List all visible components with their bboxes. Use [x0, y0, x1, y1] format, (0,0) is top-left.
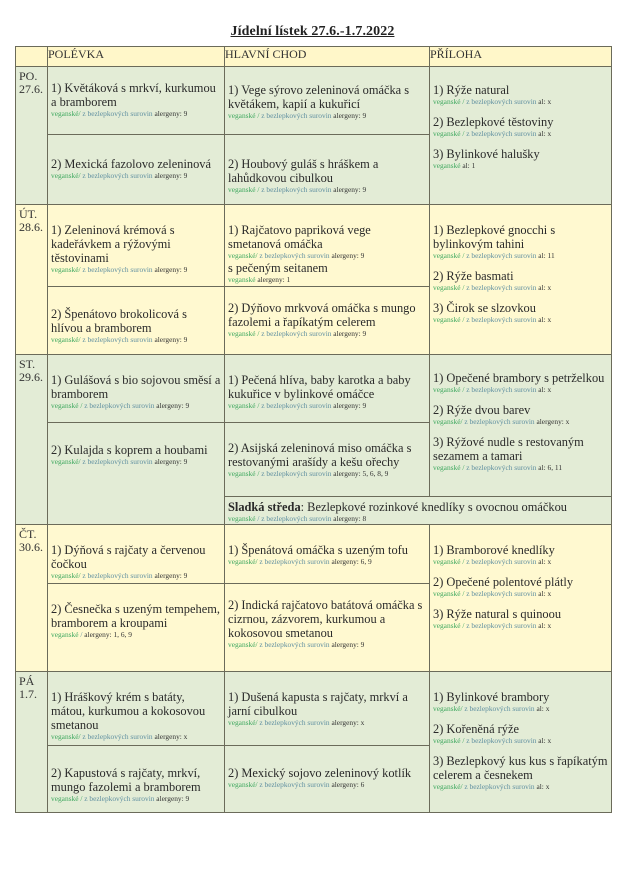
dish-name: 1) Gulášová s bio sojovou směsí a bramborem — [51, 373, 221, 401]
day-row — [16, 355, 612, 423]
allergens-label: al: x — [536, 589, 552, 598]
vegan-label: veganské / — [228, 469, 262, 478]
allergens-label: al: 11 — [536, 251, 555, 260]
header-main: HLAVNÍ CHOD — [225, 47, 430, 67]
menu-item — [51, 602, 221, 640]
dish-name: 1) Vege sýrovo zeleninová omáčka s květákem, kapií a kukuřicí — [228, 83, 410, 111]
dish-meta — [51, 171, 221, 181]
vegan-label: veganské / — [433, 589, 467, 598]
vegan-label: veganské / — [433, 621, 467, 630]
allergens-label: alergeny: 9 — [152, 171, 188, 180]
gluten-free-label: z bezlepkových surovin — [80, 335, 153, 344]
menu-item — [51, 81, 221, 119]
special-cell — [225, 497, 612, 525]
dish-meta — [228, 251, 426, 261]
gluten-free-label: z bezlepkových surovin — [466, 589, 537, 598]
vegan-label: veganské / — [228, 401, 262, 410]
allergens-label: alergeny: 9 — [329, 251, 365, 260]
dish-meta — [228, 469, 426, 479]
main-cell — [225, 746, 430, 813]
dish-meta — [51, 630, 221, 640]
main-cell — [225, 205, 430, 287]
dish-name: 2) Mexická fazolovo zeleninová — [51, 157, 211, 171]
day-cell — [16, 205, 48, 355]
dish-meta — [51, 265, 221, 275]
allergens-label: alergeny: 6, 9 — [329, 557, 372, 566]
dish-meta — [51, 457, 221, 467]
gluten-free-label: z bezlepkových surovin — [84, 794, 155, 803]
gluten-free-label: z bezlepkových surovin — [462, 704, 535, 713]
vegan-label: veganské / — [51, 794, 85, 803]
vegan-label: veganské / — [228, 329, 262, 338]
gluten-free-label: z bezlepkových surovin — [80, 732, 153, 741]
allergens-label: alergeny: 9 — [331, 185, 367, 194]
day-date: 1.7. — [19, 687, 37, 701]
menu-item — [433, 371, 608, 395]
menu-item — [433, 722, 608, 746]
dish-name: 2) Opečené polentové plátly — [433, 575, 574, 589]
dish-meta — [433, 417, 608, 427]
menu-item — [433, 575, 608, 599]
dish-name: 1) Pečená hlíva, baby karotka a baby kukuřice v bylinkové omáčce — [228, 373, 411, 401]
dish-meta — [433, 129, 608, 139]
dish-meta — [433, 161, 608, 171]
header-row — [16, 47, 612, 67]
dish-extra-name: s pečeným seitanem — [228, 261, 328, 275]
menu-item — [228, 223, 426, 285]
dish-meta — [433, 463, 608, 473]
vegan-label: veganské / — [433, 251, 467, 260]
gluten-free-label: z bezlepkových surovin — [261, 111, 332, 120]
allergens-label: al: x — [536, 621, 552, 630]
dish-name: 1) Bramborové knedlíky — [433, 543, 555, 557]
day-cell — [16, 672, 48, 813]
dish-name: 1) Hráškový krém s batáty, mátou, kurkumou a kokosovou smetanou — [51, 690, 206, 732]
allergens-label: alergeny: x — [152, 732, 188, 741]
dish-name: 1) Špenátová omáčka s uzeným tofu — [228, 543, 408, 557]
vegan-label: veganské/ — [51, 732, 81, 741]
menu-item — [51, 543, 221, 581]
side-cell — [430, 205, 612, 355]
allergens-label: alergeny: 9 — [154, 794, 190, 803]
vegan-label: veganské / — [51, 401, 85, 410]
dish-name: 2) Rýže dvou barev — [433, 403, 531, 417]
dish-name: 3) Bezlepkový kus kus s řapíkatým celerem a česnekem — [433, 754, 608, 782]
menu-item — [228, 766, 426, 790]
allergens-label: alergeny: 5, 6, 8, 9 — [331, 469, 389, 478]
gluten-free-label: z bezlepkových surovin — [462, 782, 535, 791]
vegan-label: veganské/ — [51, 457, 81, 466]
gluten-free-label: z bezlepkových surovin — [257, 557, 330, 566]
menu-item — [51, 157, 221, 181]
main-cell — [225, 584, 430, 672]
side-cell — [430, 67, 612, 205]
allergens-label: alergeny: 1, 6, 9 — [84, 630, 132, 639]
allergens-label: al: x — [536, 129, 552, 138]
dish-name: 1) Bylinkové brambory — [433, 690, 550, 704]
dish-meta — [51, 732, 221, 742]
menu-item — [228, 373, 426, 411]
gluten-free-label: z bezlepkových surovin — [466, 97, 537, 106]
dish-meta — [433, 621, 608, 631]
vegan-label: veganské/ — [51, 571, 81, 580]
allergens-label: alergeny: 9 — [331, 401, 367, 410]
menu-item — [228, 83, 426, 121]
dish-name: 3) Čirok se slzovkou — [433, 301, 536, 315]
main-cell — [225, 423, 430, 497]
menu-item — [433, 435, 608, 473]
allergens-label: alergeny: x — [329, 718, 365, 727]
vegan-label: veganské — [228, 275, 256, 284]
dish-name: 2) Česnečka s uzeným tempehem, bramborem a kroupami — [51, 602, 220, 630]
allergens-label: alergeny: 8 — [331, 514, 367, 523]
main-cell — [225, 287, 430, 355]
dish-meta — [433, 251, 608, 261]
allergens-label: alergeny: 9 — [152, 335, 188, 344]
gluten-free-label: z bezlepkových surovin — [257, 780, 330, 789]
vegan-label: veganské / — [433, 283, 467, 292]
dish-meta — [433, 97, 608, 107]
dish-name: 2) Houbový guláš s hráškem a lahůdkovou cibulkou — [228, 157, 379, 185]
vegan-label: veganské/ — [51, 109, 81, 118]
dish-meta — [51, 794, 221, 804]
dish-meta — [433, 557, 608, 567]
menu-item — [228, 690, 426, 728]
dish-meta — [433, 315, 608, 325]
dish-meta — [51, 335, 221, 345]
allergens-label: al: x — [536, 283, 552, 292]
dish-meta — [433, 283, 608, 293]
gluten-free-label: z bezlepkových surovin — [80, 109, 153, 118]
menu-item — [433, 269, 608, 293]
soup-cell — [48, 584, 225, 672]
dish-name: 3) Rýžové nudle s restovaným sezamem a tamari — [433, 435, 584, 463]
soup-cell — [48, 287, 225, 355]
menu-item — [433, 403, 608, 427]
gluten-free-label: z bezlepkových surovin — [257, 640, 330, 649]
vegan-label: veganské / — [228, 111, 262, 120]
side-cell — [430, 672, 612, 813]
gluten-free-label: z bezlepkových surovin — [261, 185, 332, 194]
allergens-label: alergeny: 9 — [152, 109, 188, 118]
day-row — [16, 67, 612, 135]
dish-name: 2) Mexický sojovo zeleninový kotlík — [228, 766, 412, 780]
allergens-label: al: x — [536, 97, 552, 106]
dish-meta — [228, 185, 426, 195]
menu-item — [228, 543, 426, 567]
dish-meta — [228, 514, 608, 524]
allergens-label: alergeny: x — [534, 417, 570, 426]
menu-item — [433, 543, 608, 567]
menu-item — [51, 373, 221, 411]
menu-item — [228, 301, 426, 339]
main-cell — [225, 135, 430, 205]
menu-item — [51, 307, 221, 345]
menu-item — [433, 754, 608, 792]
dish-meta — [228, 401, 426, 411]
gluten-free-label: z bezlepkových surovin — [466, 283, 537, 292]
menu-item — [51, 766, 221, 804]
dish-name: 2) Kapustová s rajčaty, mrkví, mungo fazolemi a bramborem — [51, 766, 201, 794]
dish-name: 3) Bylinkové halušky — [433, 147, 540, 161]
day-date: 29.6. — [19, 370, 43, 384]
dish-name: 1) Opečené brambory s petrželkou — [433, 371, 605, 385]
dish-name: 2) Asijská zeleninová miso omáčka s restovanými arašídy a kešu ořechy — [228, 441, 412, 469]
dish-name: 2) Rýže basmati — [433, 269, 514, 283]
dish-meta — [228, 111, 426, 121]
vegan-label: veganské/ — [51, 171, 81, 180]
menu-item — [433, 223, 608, 261]
menu-item — [433, 83, 608, 107]
menu-item — [433, 607, 608, 631]
day-cell — [16, 525, 48, 672]
allergens-label: alergeny: 9 — [152, 571, 188, 580]
side-cell — [430, 355, 612, 497]
dish-meta — [228, 329, 426, 339]
menu-item — [228, 441, 426, 479]
allergens-label: alergeny: 9 — [152, 265, 188, 274]
day-name: ČT. — [19, 527, 37, 541]
allergens-label: alergeny: 1 — [255, 275, 291, 284]
gluten-free-label: z bezlepkových surovin — [466, 129, 537, 138]
day-cell — [16, 67, 48, 205]
dish-meta — [433, 704, 608, 714]
allergens-label: al: x — [534, 704, 550, 713]
dish-name: 1) Rajčatovo papriková vege smetanová omáčka — [228, 223, 371, 251]
menu-item — [433, 115, 608, 139]
main-cell — [225, 67, 430, 135]
header-soup: POLÉVKA — [48, 47, 225, 67]
dish-meta — [228, 557, 426, 567]
dish-name: 1) Bezlepkové gnocchi s bylinkovým tahini — [433, 223, 556, 251]
dish-name: 2) Kořeněná rýže — [433, 722, 519, 736]
day-date: 30.6. — [19, 540, 43, 554]
special-name — [228, 500, 608, 514]
vegan-label: veganské / — [433, 129, 467, 138]
day-cell — [16, 355, 48, 525]
dish-meta — [51, 571, 221, 581]
dish-meta — [433, 385, 608, 395]
gluten-free-label: z bezlepkových surovin — [466, 385, 537, 394]
day-name: PO. — [19, 69, 38, 83]
dish-name: 2) Dýňovo mrkvová omáčka s mungo fazolemi a řapíkatým celerem — [228, 301, 416, 329]
gluten-free-label: z bezlepkových surovin — [80, 171, 153, 180]
special-dish: : Bezlepkové rozinkové knedlíky s ovocnou omáčkou — [300, 500, 567, 514]
dish-meta — [228, 780, 426, 790]
special-label: Sladká středa — [228, 500, 301, 514]
vegan-label: veganské/ — [228, 640, 258, 649]
gluten-free-label: z bezlepkových surovin — [84, 401, 155, 410]
special-item — [228, 497, 608, 524]
day-row — [16, 525, 612, 584]
dish-meta — [433, 589, 608, 599]
gluten-free-label: z bezlepkových surovin — [261, 329, 332, 338]
side-cell — [430, 525, 612, 672]
vegan-label: veganské — [228, 514, 258, 523]
soup-cell — [48, 525, 225, 584]
header-side: PŘÍLOHA — [430, 47, 612, 67]
menu-item — [51, 443, 221, 467]
day-name: ST. — [19, 357, 36, 371]
dish-name: 1) Dýňová s rajčaty a červenou čočkou — [51, 543, 206, 571]
allergens-label: alergeny: 9 — [329, 640, 365, 649]
main-cell — [225, 525, 430, 584]
allergens-label: al: 6, 11 — [536, 463, 563, 472]
dish-meta — [51, 109, 221, 119]
allergens-label: alergeny: 9 — [154, 401, 190, 410]
day-name: ÚT. — [19, 207, 38, 221]
menu-item — [433, 690, 608, 714]
vegan-label: veganské/ — [433, 782, 463, 791]
day-name: PÁ — [19, 674, 35, 688]
soup-cell — [48, 135, 225, 205]
vegan-label: veganské / — [228, 185, 262, 194]
gluten-free-label: z bezlepkových surovin — [466, 736, 537, 745]
gluten-free-label: z bezlepkových surovin — [466, 463, 537, 472]
vegan-label: veganské / — [433, 736, 467, 745]
allergens-label: alergeny: 9 — [152, 457, 188, 466]
vegan-label: veganské — [51, 630, 79, 639]
vegan-label: veganské/ — [228, 557, 258, 566]
allergens-label: al: 1 — [460, 161, 476, 170]
dish-meta — [433, 782, 608, 792]
main-cell — [225, 355, 430, 423]
gluten-free-label: z bezlepkových surovin — [257, 251, 330, 260]
soup-cell — [48, 423, 225, 525]
vegan-label: veganské/ — [228, 718, 258, 727]
vegan-label: veganské/ — [228, 780, 258, 789]
gluten-free-label: / z bezlepkových surovin — [257, 514, 332, 523]
dish-name: 3) Rýže natural s quinoou — [433, 607, 562, 621]
allergens-label: al: x — [536, 385, 552, 394]
dish-name: 2) Indická rajčatovo batátová omáčka s cizrnou, zázvorem, kurkumou a kokosovou smetanou — [228, 598, 423, 640]
dish-name: 1) Květáková s mrkví, kurkumou a bramborem — [51, 81, 216, 109]
allergens-label: al: x — [534, 782, 550, 791]
gluten-free-label: z bezlepkových surovin — [261, 469, 332, 478]
menu-item — [228, 157, 426, 195]
menu-item — [228, 598, 426, 650]
gluten-free-label: z bezlepkových surovin — [80, 571, 153, 580]
day-row — [16, 205, 612, 287]
day-date: 27.6. — [19, 82, 43, 96]
dish-name: 2) Kulajda s koprem a houbami — [51, 443, 208, 457]
dish-name: 1) Dušená kapusta s rajčaty, mrkví a jarní cibulkou — [228, 690, 408, 718]
menu-item — [51, 690, 221, 742]
gluten-free-label: / — [78, 630, 85, 639]
page-title: Jídelní lístek 27.6.-1.7.2022 — [230, 24, 395, 39]
allergens-label: alergeny: 9 — [331, 111, 367, 120]
day-row — [16, 672, 612, 746]
dish-name: 1) Rýže natural — [433, 83, 510, 97]
dish-meta — [228, 640, 426, 650]
gluten-free-label: z bezlepkových surovin — [466, 557, 537, 566]
soup-cell — [48, 672, 225, 746]
soup-cell — [48, 205, 225, 287]
vegan-label: veganské — [433, 161, 461, 170]
soup-cell — [48, 67, 225, 135]
vegan-label: veganské / — [433, 315, 467, 324]
allergens-label: alergeny: 6 — [329, 780, 365, 789]
gluten-free-label: z bezlepkových surovin — [257, 718, 330, 727]
vegan-label: veganské / — [433, 557, 467, 566]
dish-name: 1) Zeleninová krémová s kadeřávkem a rýžovými těstovinami — [51, 223, 175, 265]
vegan-label: veganské/ — [228, 251, 258, 260]
vegan-label: veganské / — [433, 97, 467, 106]
gluten-free-label: z bezlepkových surovin — [466, 315, 537, 324]
vegan-label: veganské / — [433, 463, 467, 472]
dish-meta — [433, 736, 608, 746]
gluten-free-label: z bezlepkových surovin — [462, 417, 535, 426]
gluten-free-label: z bezlepkových surovin — [261, 401, 332, 410]
vegan-label: veganské / — [433, 385, 467, 394]
menu-item — [51, 223, 221, 275]
allergens-label: al: x — [536, 557, 552, 566]
allergens-label: alergeny: 9 — [331, 329, 367, 338]
vegan-label: veganské/ — [51, 335, 81, 344]
vegan-label: veganské/ — [51, 265, 81, 274]
menu-item — [433, 301, 608, 325]
soup-cell — [48, 746, 225, 813]
vegan-label: veganské/ — [433, 417, 463, 426]
dish-extra-meta — [228, 275, 426, 285]
header-day — [16, 47, 48, 67]
main-cell — [225, 672, 430, 746]
dish-meta — [228, 718, 426, 728]
day-date: 28.6. — [19, 220, 43, 234]
gluten-free-label: z bezlepkových surovin — [80, 457, 153, 466]
dish-name: 2) Špenátovo brokolicová s hlívou a bramborem — [51, 307, 187, 335]
allergens-label: al: x — [536, 736, 552, 745]
gluten-free-label: z bezlepkových surovin — [466, 621, 537, 630]
gluten-free-label: z bezlepkových surovin — [466, 251, 537, 260]
vegan-label: veganské/ — [433, 704, 463, 713]
allergens-label: al: x — [536, 315, 552, 324]
dish-name: 2) Bezlepkové těstoviny — [433, 115, 554, 129]
gluten-free-label: z bezlepkových surovin — [80, 265, 153, 274]
menu-item — [433, 147, 608, 171]
dish-meta — [51, 401, 221, 411]
menu-table — [15, 46, 612, 813]
soup-cell — [48, 355, 225, 423]
